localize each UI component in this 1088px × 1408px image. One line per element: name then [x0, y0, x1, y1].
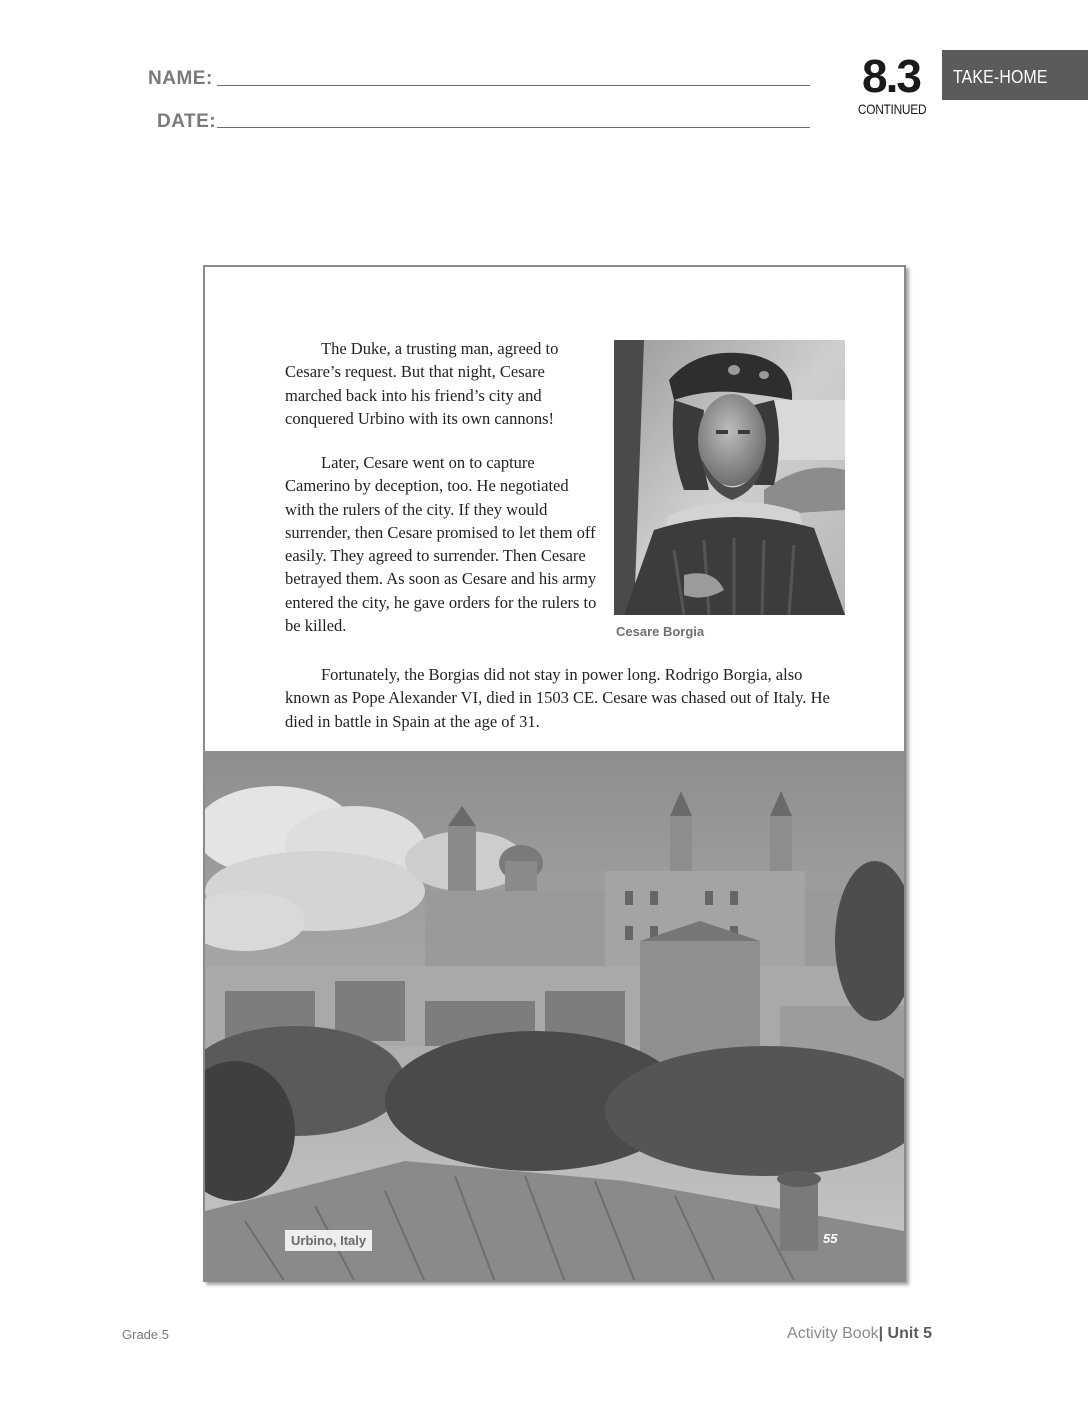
date-line[interactable]: [217, 127, 810, 128]
story-text-2: Later, Cesare went on to capture Camerino by deception, too. He negotiated with the rulers of the city. If they would surrender, then Cesare promised to let them off easily. They agreed to surrender. Then Cesare betrayed them. As soon as Cesare and his army entered the city, he gave orders for the rulers to be killed.: [285, 453, 597, 636]
footer-separator: |: [878, 1325, 884, 1342]
cesare-borgia-portrait: [614, 340, 845, 615]
story-paragraph-3: [285, 663, 850, 733]
story-paragraph-2: [285, 451, 599, 637]
take-home-label: TAKE-HOME: [953, 67, 1048, 87]
footer-book: Activity Book: [787, 1325, 879, 1342]
reader-page: [203, 265, 906, 1282]
portrait-caption: Cesare Borgia: [616, 624, 705, 639]
reader-page-number: 55: [823, 1231, 838, 1246]
footer-grade: Grade 5: [122, 1327, 169, 1342]
lesson-number: 8.3: [862, 50, 920, 102]
name-line[interactable]: [217, 85, 810, 86]
photo-caption: Urbino, Italy: [285, 1230, 372, 1251]
name-label: NAME:: [148, 68, 213, 89]
story-text-1: The Duke, a trusting man, agreed to Cesare’s request. But that night, Cesare marched back into his friend’s city and conquered Urbino with its own cannons!: [285, 339, 559, 428]
lesson-status: CONTINUED: [857, 101, 927, 117]
story-paragraph-1: [285, 337, 597, 430]
urbino-photo: [205, 751, 904, 1282]
story-text-3: Fortunately, the Borgias did not stay in power long. Rodrigo Borgia, also known as Pope Alexander VI, died in 1503 CE. Cesare was chased out of Italy. He died in battle in Spain at the age of 31.: [285, 665, 830, 731]
footer-unit: Unit 5: [887, 1325, 932, 1342]
take-home-tab: [942, 50, 1088, 100]
date-label: DATE:: [157, 111, 217, 132]
footer-book-unit: [787, 1325, 932, 1343]
